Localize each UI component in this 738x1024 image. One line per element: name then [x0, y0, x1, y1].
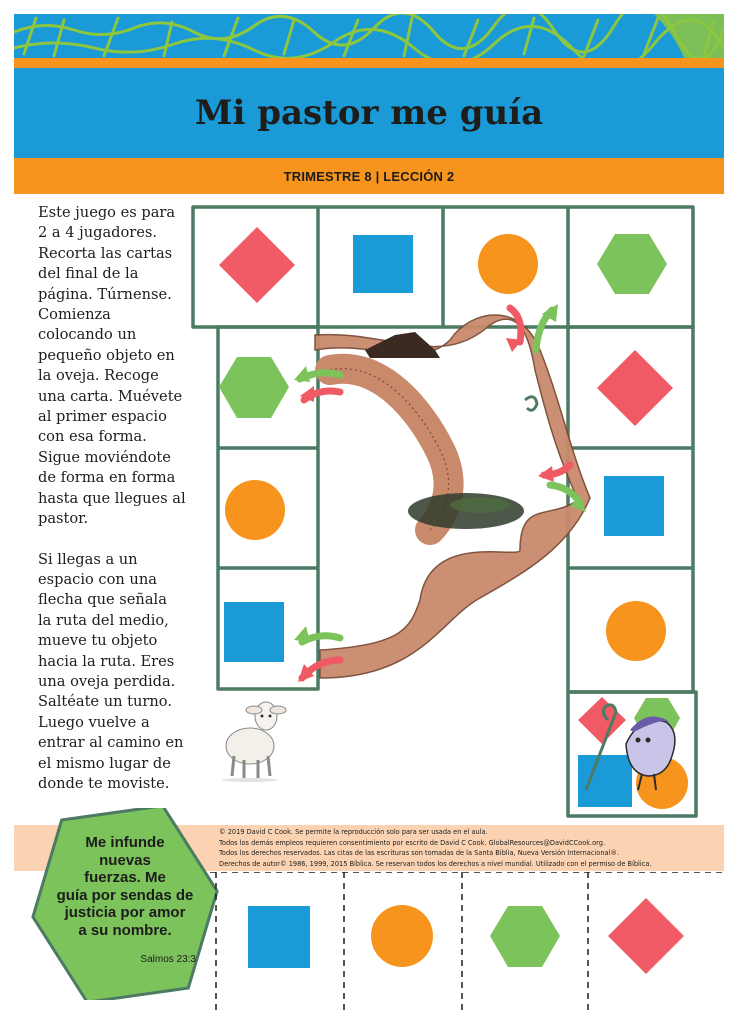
lesson-label: TRIMESTRE 8 | LECCIÓN 2	[283, 168, 455, 184]
copyright-line: Todos los derechos reservados. Las citas de las escrituras son tomadas de la Santa Biblia, Nueva Versión Internacional®.	[219, 849, 620, 858]
space-diamond-shape	[578, 697, 626, 744]
verse-line: guía por sendas de	[56, 886, 194, 904]
finish-space-shepherd	[578, 697, 688, 809]
instructions-line: la oveja. Recoge	[38, 367, 159, 385]
instructions-line: del final de la	[38, 265, 139, 283]
instructions-line: colocando un	[38, 326, 137, 344]
instructions-line: Comienza	[38, 306, 111, 324]
instructions-paragraph-1	[38, 203, 196, 530]
instructions-line: Si llegas a un	[38, 550, 138, 568]
instructions-line: una carta. Muévete	[38, 387, 183, 405]
header-banner	[14, 14, 724, 58]
instructions-line: una oveja perdida.	[38, 672, 176, 690]
space-hexagon-shape	[597, 234, 667, 294]
instructions-line: de forma en forma	[38, 469, 176, 487]
copyright-line: Derechos de autor© 1986, 1999, 2015 Bíblica. Se reservan todos los derechos a nivel mundial. Utilizado con el permiso de Bíblica.	[219, 859, 652, 868]
verse-line: nuevas	[99, 851, 151, 869]
instructions-line: donde te moviste.	[38, 774, 170, 792]
instructions-line: con esa forma.	[38, 428, 147, 446]
instructions-line: espacio con una	[38, 570, 157, 588]
space-circle-shape	[225, 480, 285, 540]
space-circle-shape	[606, 601, 666, 661]
verse-reference: Salmos 23:3	[140, 954, 196, 965]
grass-pattern-decoration	[14, 14, 724, 58]
instructions-line: Recorta las cartas	[38, 244, 173, 262]
space-square-shape	[353, 235, 413, 293]
instructions-line: flecha que señala	[38, 591, 167, 609]
card-hexagon-shape[interactable]	[490, 906, 560, 967]
green-arrow-head-icon	[294, 626, 310, 642]
red-arrow-icon	[510, 308, 521, 342]
instructions-line: hasta que llegues al	[38, 489, 186, 507]
instructions-line: Este juego es para	[38, 204, 176, 221]
cutout-cards	[210, 872, 724, 1016]
verse-line: fuerzas. Me	[84, 869, 166, 887]
space-square-shape	[578, 755, 632, 807]
instructions-line: entrar al camino en	[38, 734, 184, 752]
instructions-line: página. Túrnense.	[38, 285, 172, 303]
copyright-notice	[219, 827, 719, 869]
memory-verse-badge	[28, 808, 222, 1000]
instructions-line: Luego vuelve a	[38, 713, 150, 731]
page-title: Mi pastor me guía	[194, 93, 544, 133]
card-diamond-shape[interactable]	[608, 898, 684, 974]
space-hexagon-shape	[219, 357, 289, 418]
instructions-line: Saltéate un turno.	[38, 693, 172, 711]
space-square-shape	[224, 602, 284, 662]
instructions-line: hacia la ruta. Eres	[38, 652, 175, 670]
sheep-icon	[220, 694, 290, 782]
memory-verse-text	[28, 834, 222, 940]
instructions-paragraph-2	[38, 550, 196, 795]
red-arrow-head-icon	[538, 466, 554, 482]
verse-line: justicia por amor	[64, 904, 186, 922]
copyright-line: © 2019 David C Cook. Se permite la reproducción solo para ser usada en el aula.	[219, 828, 488, 836]
card-square-shape[interactable]	[248, 906, 310, 968]
header-accent-stripe	[14, 58, 724, 68]
instructions-line: 2 a 4 jugadores.	[38, 224, 158, 242]
winding-path-illustration	[315, 315, 590, 678]
space-diamond-shape	[219, 227, 295, 303]
lesson-bar	[14, 158, 724, 194]
instructions-line: Sigue moviéndote	[38, 448, 171, 466]
space-circle-shape	[478, 234, 538, 294]
instructions-line: la ruta del medio,	[38, 611, 169, 629]
copyright-line: Todos los demás empleos requieren consentimiento por escrito de David C Cook. GlobalResources@DavidCCook.org.	[219, 838, 606, 847]
instructions-line: mueve tu objeto	[38, 632, 158, 650]
instructions-line: el mismo lugar de	[38, 754, 171, 772]
green-arrow-head-icon	[294, 366, 310, 382]
title-bar	[14, 68, 724, 158]
instructions-line: al primer espacio	[38, 408, 167, 426]
verse-line: Me infunde	[85, 834, 165, 851]
game-instructions	[38, 203, 196, 814]
space-square-shape	[604, 476, 664, 536]
instructions-line: pequeño objeto en	[38, 346, 175, 364]
space-diamond-shape	[597, 350, 673, 426]
verse-line: a su nombre.	[78, 921, 172, 939]
card-circle-shape[interactable]	[371, 905, 433, 967]
instructions-line: pastor.	[38, 510, 89, 528]
